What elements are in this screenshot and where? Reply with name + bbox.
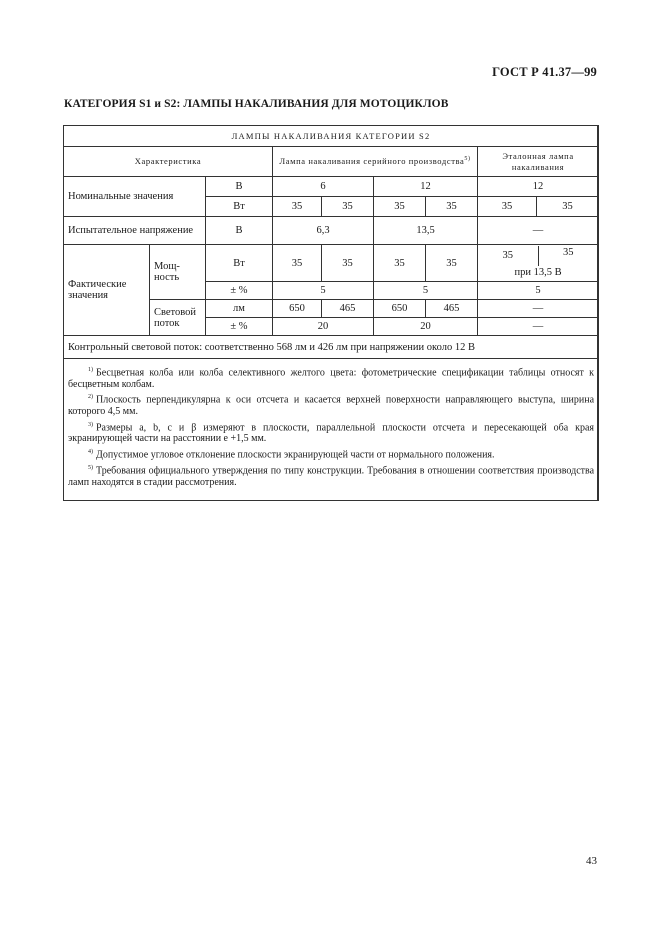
footnote-mark: 2)	[88, 394, 93, 401]
section-title: КАТЕГОРИЯ S1 и S2: ЛАМПЫ НАКАЛИВАНИЯ ДЛЯ МОТОЦИКЛОВ	[64, 98, 449, 110]
nominal-v-serial-a: 6	[273, 177, 374, 197]
footnote	[68, 447, 594, 461]
power-tolerance: 5	[478, 282, 599, 300]
test-voltage-label: Испытательное напряжение	[64, 217, 206, 245]
actual-flux: 465	[426, 300, 478, 318]
test-voltage-ref: —	[478, 217, 599, 245]
ref-power-cell	[478, 245, 599, 282]
control-flux-note: Контрольный световой поток: соответственно 568 лм и 426 лм при напряжении около 12 В	[64, 336, 599, 359]
page-number: 43	[586, 855, 597, 867]
flux-tolerance: 20	[273, 318, 374, 336]
unit-v: В	[206, 177, 273, 197]
power-tolerance: 5	[273, 282, 374, 300]
footnote	[68, 420, 594, 445]
nominal-v-ref: 12	[478, 177, 599, 197]
flux-tolerance: 20	[374, 318, 478, 336]
footnote-mark: 4)	[88, 448, 93, 455]
ref-power: 35	[502, 250, 513, 261]
ref-power-note: при 13,5 В	[514, 267, 562, 278]
flux-label: Световой поток	[150, 300, 206, 336]
unit-lm: лм	[206, 300, 273, 318]
nominal-w: 35	[322, 197, 374, 217]
nominal-v-serial-b: 12	[374, 177, 478, 197]
nominal-w: 35	[537, 197, 599, 217]
header-serial-text: Лампа накаливания серийного производства	[279, 156, 465, 166]
footnote-text: Допустимое угловое отклонение плоскости экранирующей части от нормального положения.	[96, 449, 495, 461]
actual-power: 35	[426, 245, 478, 282]
actual-power: 35	[273, 245, 322, 282]
actual-power: 35	[374, 245, 426, 282]
header-characteristic: Характеристика	[64, 147, 273, 177]
footnote-text: Размеры a, b, c и β измеряют в плоскости, параллельной плоскости отсчета и пересекающей оба края экранирующей части на расстоянии e +1,5 мм.	[68, 421, 595, 445]
lamp-spec-table	[63, 125, 599, 501]
power-label: Мощ-ность	[150, 245, 206, 300]
unit-w: Вт	[206, 197, 273, 217]
nominal-w: 35	[426, 197, 478, 217]
footnote-text: Плоскость перпендикулярна к оси отсчета и касается верхней поверхности направляющего выступа, ширина которого 4,5 мм.	[68, 394, 595, 418]
unit-tolerance: ± %	[206, 318, 273, 336]
ref-power: 35	[538, 246, 599, 266]
unit-v: В	[206, 217, 273, 245]
footnote-text: Требования официального утверждения по типу конструкции. Требования в отношении соответствия производства ламп находятся в стадии рассмотрения.	[68, 465, 595, 488]
unit-w: Вт	[206, 245, 273, 282]
nominal-label: Номинальные значения	[64, 177, 206, 217]
footnote-ref: 5)	[464, 156, 471, 163]
document-code: ГОСТ Р 41.37—99	[492, 65, 597, 79]
footnotes	[64, 359, 599, 501]
nominal-w: 35	[273, 197, 322, 217]
footnote	[68, 392, 594, 417]
footnote-mark: 1)	[88, 367, 93, 373]
nominal-w: 35	[478, 197, 537, 217]
header-serial	[273, 147, 478, 177]
power-tolerance: 5	[374, 282, 478, 300]
actual-power: 35	[322, 245, 374, 282]
actual-flux: 650	[273, 300, 322, 318]
unit-tolerance: ± %	[206, 282, 273, 300]
test-voltage-serial-b: 13,5	[374, 217, 478, 245]
ref-flux-tolerance: —	[478, 318, 599, 336]
footnote	[68, 463, 594, 488]
actual-flux: 465	[322, 300, 374, 318]
table-caption: ЛАМПЫ НАКАЛИВАНИЯ КАТЕГОРИИ S2	[64, 126, 599, 147]
test-voltage-serial-a: 6,3	[273, 217, 374, 245]
ref-flux: —	[478, 300, 599, 318]
actual-values-label: Фактические значения	[64, 245, 150, 336]
footnote-text: Бесцветная колба или колба селективного желтого цвета: фотометрические спецификации таблицы относят к бесцветным колбам.	[68, 367, 595, 390]
footnote-mark: 5)	[88, 464, 93, 471]
footnote-mark: 3)	[88, 421, 93, 428]
actual-flux: 650	[374, 300, 426, 318]
nominal-w: 35	[374, 197, 426, 217]
footnote	[68, 365, 594, 390]
header-reference: Эталонная лампа накаливания	[478, 147, 599, 177]
